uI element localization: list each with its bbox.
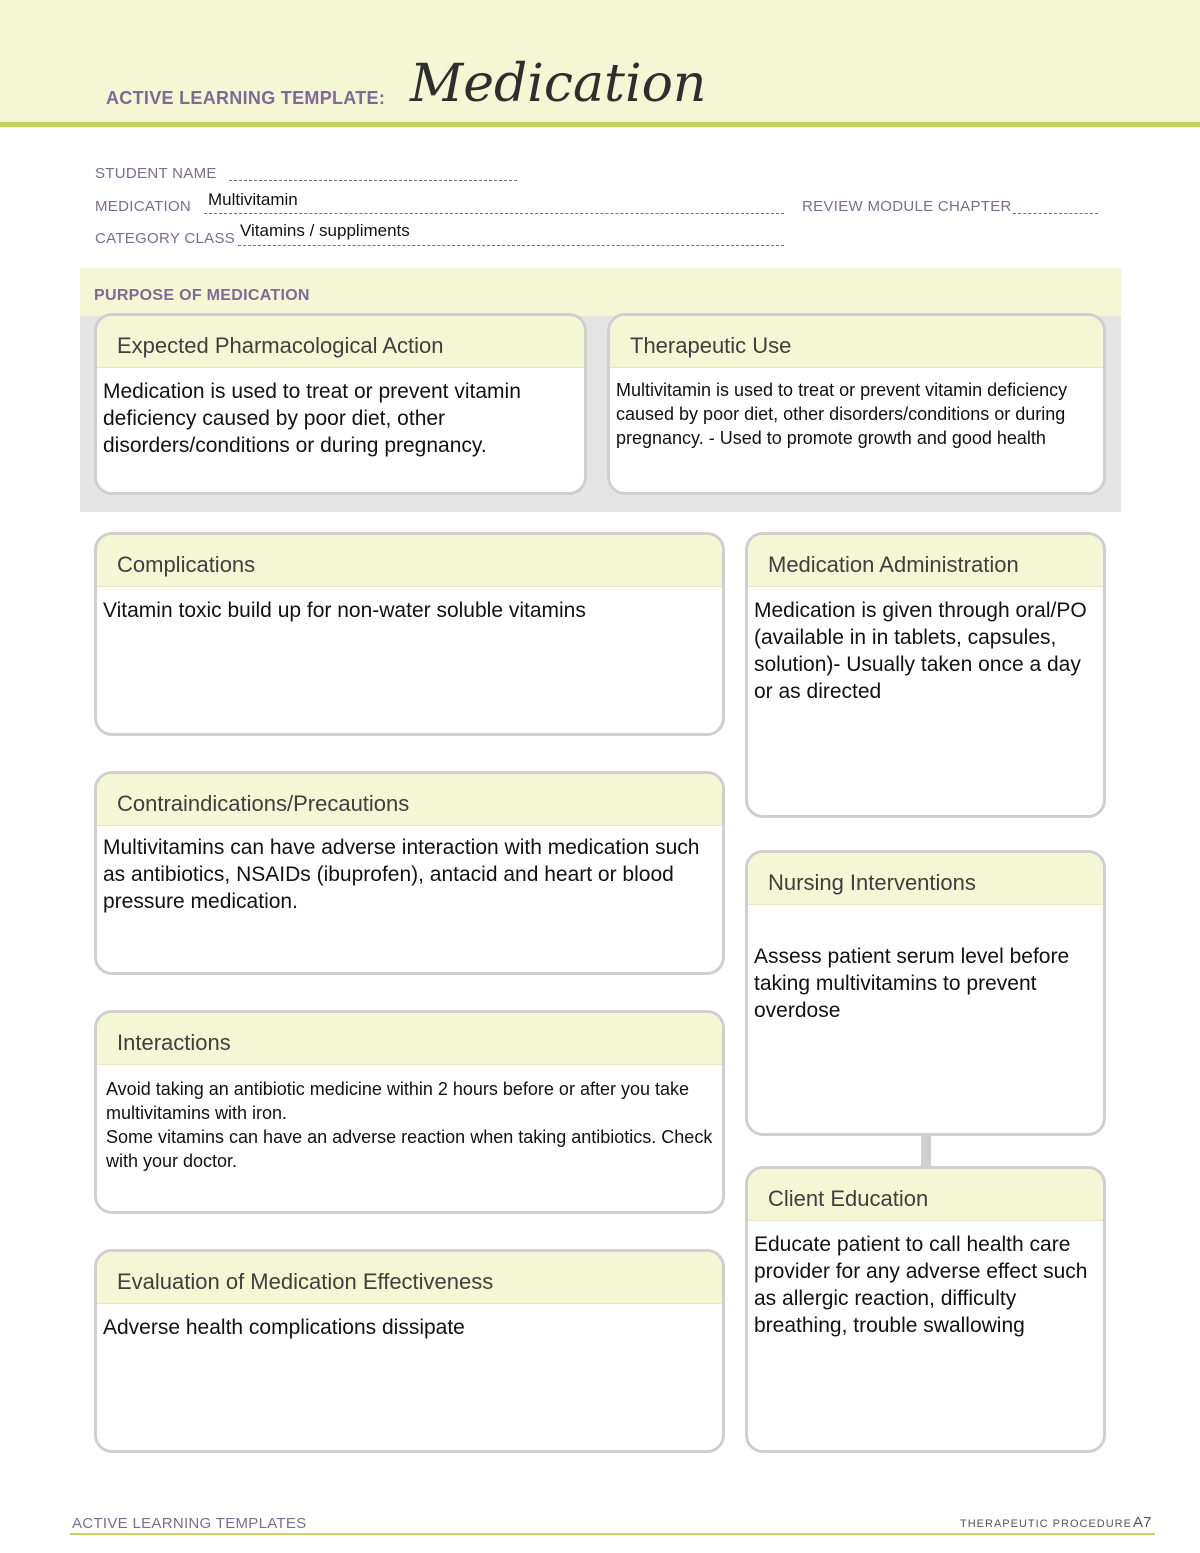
complications-card xyxy=(94,532,725,736)
expected-action-text[interactable]: Medication is used to treat or prevent vitamin deficiency caused by poor diet, other disorders/conditions or during pregnancy. xyxy=(103,380,527,457)
student-name-label: STUDENT NAME xyxy=(95,165,217,182)
medication-field[interactable] xyxy=(204,213,784,214)
category-class-label: CATEGORY CLASS xyxy=(95,230,236,247)
client-education-text[interactable]: Educate patient to call health care provider for any adverse effect such as allergic reaction, difficulty breathing, trouble swallowing xyxy=(754,1233,1094,1337)
review-module-label: REVIEW MODULE CHAPTER xyxy=(802,198,1012,215)
expected-action-card xyxy=(94,313,587,495)
footer-page-number: A7 xyxy=(1133,1514,1152,1531)
category-class-field[interactable] xyxy=(238,245,784,246)
template-label: ACTIVE LEARNING TEMPLATE: xyxy=(106,88,386,108)
therapeutic-use-card xyxy=(607,313,1106,495)
interactions-card xyxy=(94,1010,725,1214)
therapeutic-use-text[interactable]: Multivitamin is used to treat or prevent vitamin deficiency caused by poor diet, other disorders/conditions or during pregnancy. - Used to promote growth and good health xyxy=(616,380,1073,448)
interactions-title: Interactions xyxy=(97,1013,722,1065)
nursing-interventions-text[interactable]: Assess patient serum level before taking multivitamins to prevent overdose xyxy=(754,945,1075,1022)
administration-title: Medication Administration xyxy=(748,535,1103,587)
footer-left: ACTIVE LEARNING TEMPLATES xyxy=(72,1515,307,1532)
footer-rule xyxy=(70,1533,1155,1535)
complications-title: Complications xyxy=(97,535,722,587)
administration-card xyxy=(745,532,1106,818)
client-education-title: Client Education xyxy=(748,1169,1103,1221)
interactions-text[interactable]: Avoid taking an antibiotic medicine within 2 hours before or after you take multivitamins with iron. Some vitamins can have an adverse reaction when taking antibiotics. Check with your doctor. xyxy=(106,1079,713,1171)
contraindications-card xyxy=(94,771,725,975)
contraindications-text[interactable]: Multivitamins can have adverse interaction with medication such as antibiotics, NSAIDs (ibuprofen), antacid and heart or blood pressure medication. xyxy=(103,836,706,913)
evaluation-card xyxy=(94,1249,725,1453)
nursing-interventions-card xyxy=(745,850,1106,1136)
administration-text[interactable]: Medication is given through oral/PO (available in in tablets, capsules, solution)- Usually taken once a day or as directed xyxy=(754,599,1093,703)
therapeutic-use-title: Therapeutic Use xyxy=(610,316,1103,368)
category-class-value: Vitamins / suppliments xyxy=(240,221,410,240)
student-name-field[interactable] xyxy=(229,180,517,181)
card-connector xyxy=(921,1134,931,1166)
medication-label: MEDICATION xyxy=(95,198,192,215)
contraindications-title: Contraindications/Precautions xyxy=(97,774,722,826)
complications-text[interactable]: Vitamin toxic build up for non-water soluble vitamins xyxy=(103,599,586,622)
medication-value: Multivitamin xyxy=(208,190,298,209)
purpose-label: PURPOSE OF MEDICATION xyxy=(94,287,310,304)
page-title: Medication xyxy=(410,54,707,114)
footer-right: THERAPEUTIC PROCEDURE xyxy=(960,1518,1132,1530)
header-rule xyxy=(0,122,1200,127)
client-education-card xyxy=(745,1166,1106,1453)
evaluation-text[interactable]: Adverse health complications dissipate xyxy=(103,1316,465,1339)
nursing-interventions-title: Nursing Interventions xyxy=(748,853,1103,905)
expected-action-title: Expected Pharmacological Action xyxy=(97,316,584,368)
review-module-field[interactable] xyxy=(1013,213,1098,214)
evaluation-title: Evaluation of Medication Effectiveness xyxy=(97,1252,722,1304)
